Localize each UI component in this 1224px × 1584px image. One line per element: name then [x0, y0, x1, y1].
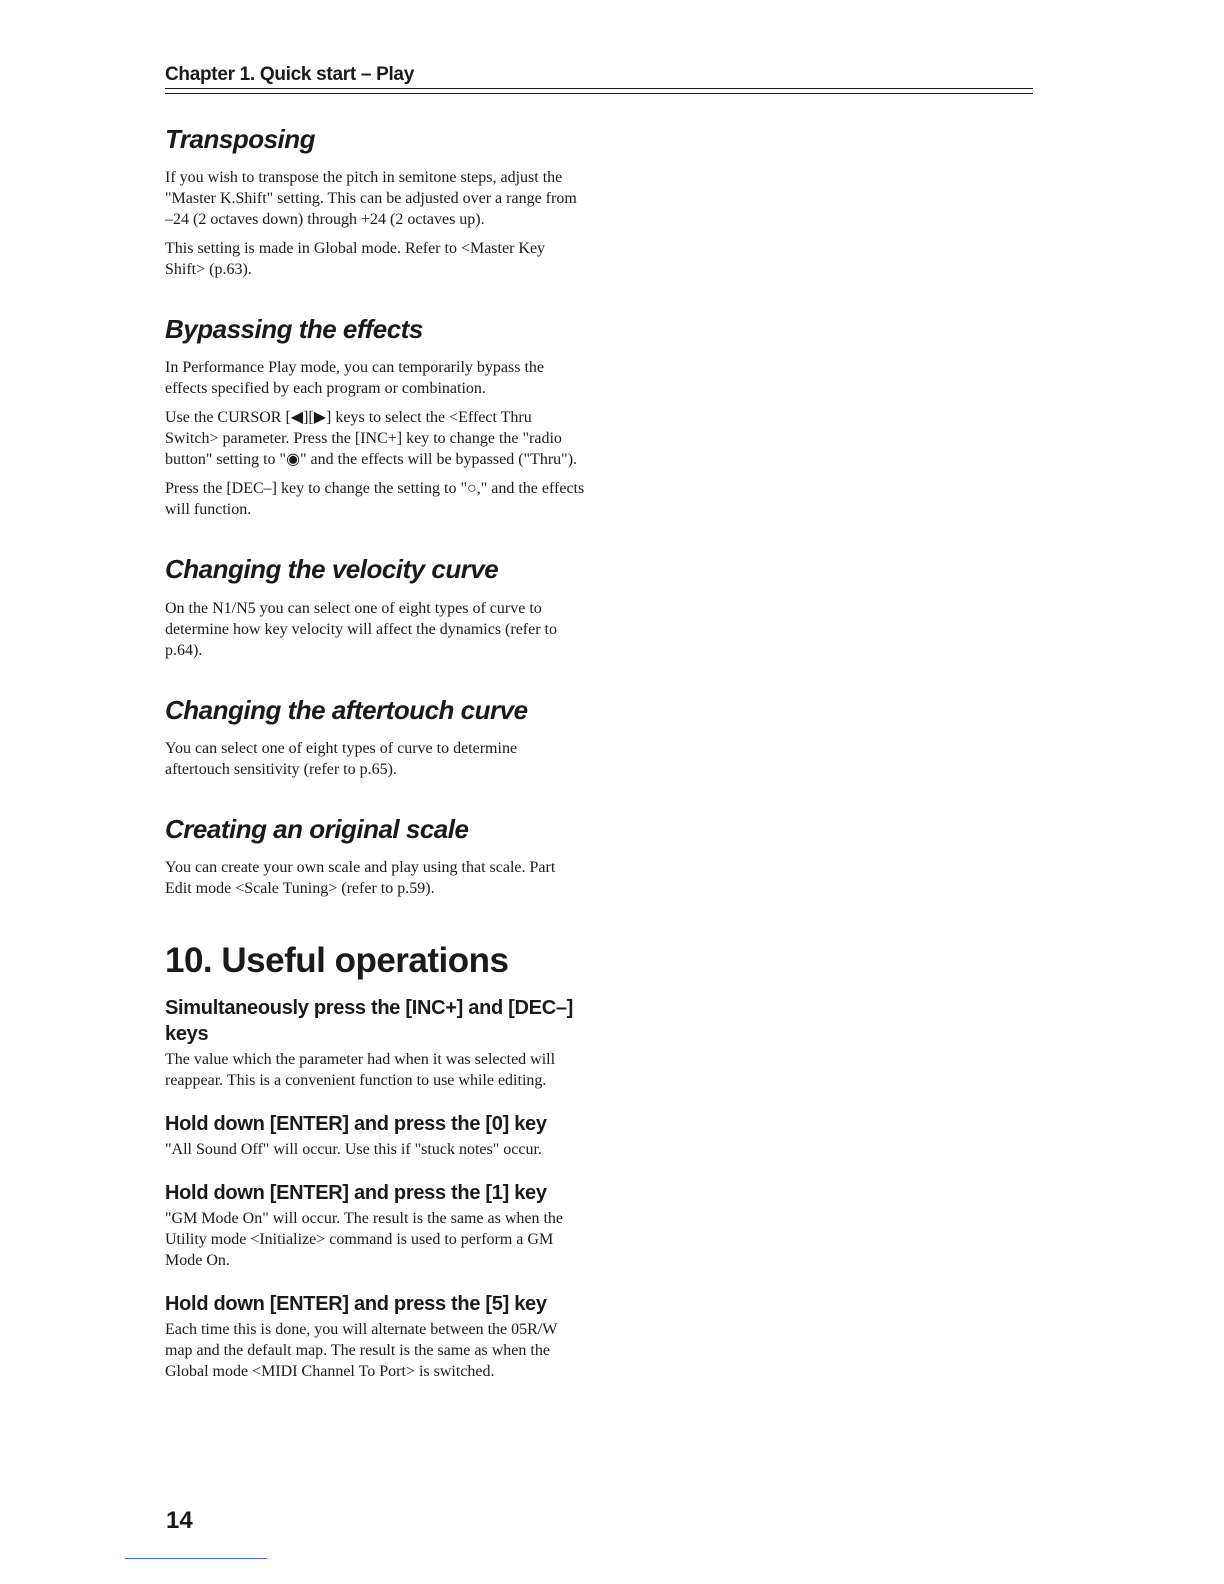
header-rule-bottom — [165, 93, 1033, 94]
section-heading: Changing the aftertouch curve — [165, 694, 528, 725]
section-heading: Transposing — [165, 124, 316, 154]
paragraph: Each time this is done, you will alternate between the 05R/W map and the default map. The result is the same as when the Global mode <MIDI Channel To Port> is switched. — [165, 1320, 558, 1380]
section-aftertouch-curve — [165, 695, 585, 780]
header-rule-top — [165, 88, 1033, 89]
section-transposing — [165, 124, 585, 280]
page-number: 14 — [166, 1507, 193, 1534]
paragraph: "All Sound Off" will occur. Use this if "stuck notes" occur. — [165, 1140, 542, 1158]
section-heading: Bypassing the effects — [165, 314, 423, 345]
paragraph: In Performance Play mode, you can temporarily bypass the effects specified by each program or combination. — [165, 359, 544, 398]
paragraph: On the N1/N5 you can select one of eight types of curve to determine how key velocity will affect the dynamics (refer to p.64). — [165, 599, 557, 659]
section-heading: Creating an original scale — [165, 813, 469, 844]
running-header: Chapter 1. Quick start – Play — [165, 64, 414, 85]
footer-line — [125, 1558, 267, 1559]
chapter-title: 10. Useful operations — [165, 940, 509, 980]
section-original-scale — [165, 814, 585, 899]
subheading: Hold down [ENTER] and press the [5] key — [165, 1292, 547, 1315]
subheading: Simultaneously press the [INC+] and [DEC–] keys — [165, 996, 574, 1045]
paragraph: Use the CURSOR [◀][▶] keys to select the <Effect Thru Switch> parameter. Press the [INC+] key to change the "radio button" setting to "◉" and the effects will be bypassed ("Thru"). — [165, 409, 578, 469]
paragraph: The value which the parameter had when it was selected will reappear. This is a convenient function to use while editing. — [165, 1050, 556, 1089]
paragraph: You can create your own scale and play using that scale. Part Edit mode <Scale Tuning> (refer to p.59). — [165, 858, 556, 897]
page-content — [165, 124, 585, 1390]
paragraph: If you wish to transpose the pitch in semitone steps, adjust the "Master K.Shift" setting. This can be adjusted over a range from –24 (2 octaves down) through +24 (2 octaves up). — [165, 169, 577, 229]
paragraph: Press the [DEC–] key to change the setting to "○," and the effects will function. — [165, 480, 585, 519]
paragraph: This setting is made in Global mode. Refer to <Master Key Shift> (p.63). — [165, 240, 546, 279]
subheading: Hold down [ENTER] and press the [0] key — [165, 1112, 547, 1135]
chapter-useful-operations — [165, 941, 585, 1382]
paragraph: You can select one of eight types of curve to determine aftertouch sensitivity (refer to p.65). — [165, 739, 518, 778]
subheading: Hold down [ENTER] and press the [1] key — [165, 1181, 547, 1204]
paragraph: "GM Mode On" will occur. The result is the same as when the Utility mode <Initialize> command is used to perform a GM Mode On. — [165, 1209, 564, 1269]
section-velocity-curve — [165, 554, 585, 660]
section-heading: Changing the velocity curve — [165, 554, 499, 585]
section-bypassing-effects — [165, 314, 585, 520]
